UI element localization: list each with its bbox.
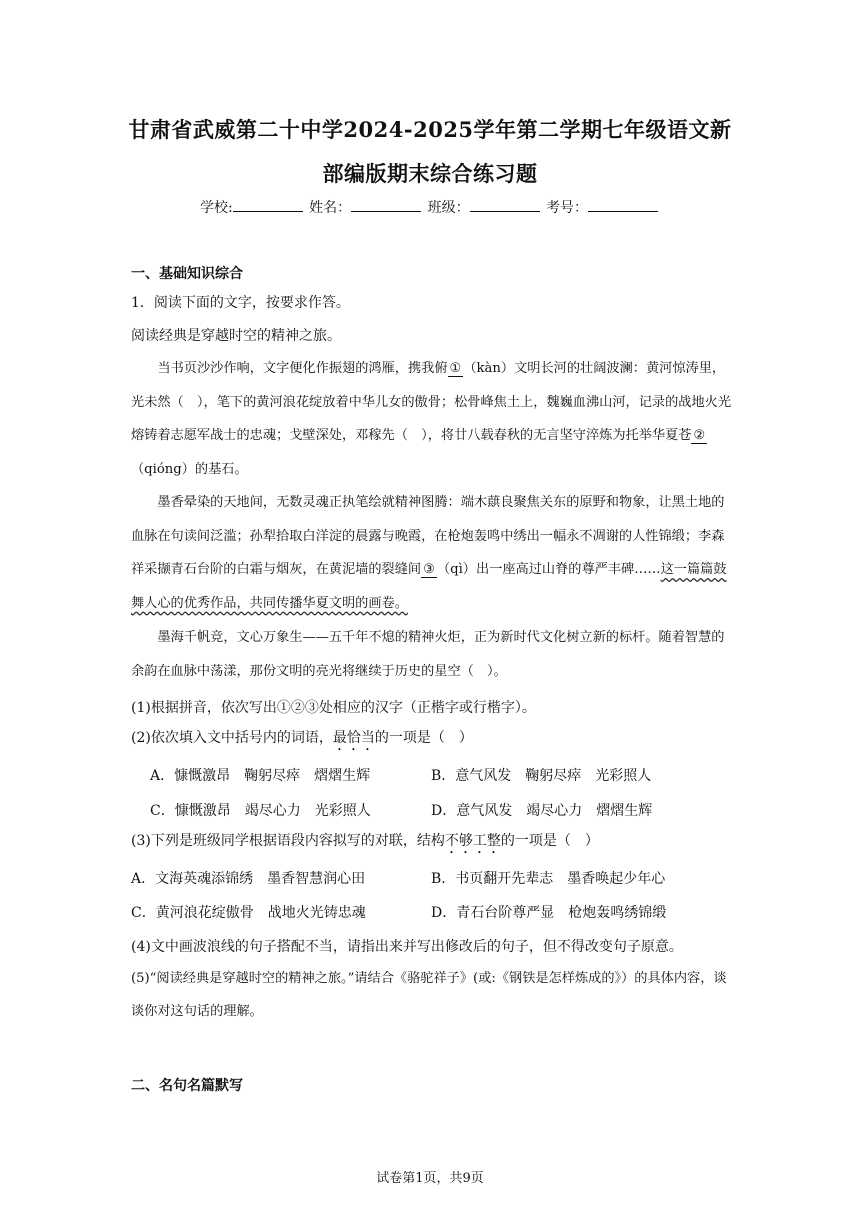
passage-text: 当书页沙沙作响，文字便化作振翅的鸿雁，携我俯 bbox=[157, 361, 448, 376]
question-text: 的一项是（ ） bbox=[500, 833, 599, 849]
exam-no-label: 考号： bbox=[546, 200, 589, 216]
student-info-row bbox=[0, 197, 860, 217]
passage-paragraph-1 bbox=[131, 352, 735, 486]
class-label: 班级： bbox=[427, 200, 470, 216]
question-1-5: (5)“阅读经典是穿越时空的精神之旅。”请结合《骆驼祥子》(或:《钢铁是怎样炼成的》）的具体内容，谈谈你对这句话的理解。 bbox=[131, 971, 727, 1019]
school-blank[interactable] bbox=[233, 199, 303, 212]
passage-paragraph-2 bbox=[131, 486, 735, 620]
blank-1: ① bbox=[449, 361, 462, 376]
name-label: 姓名： bbox=[309, 200, 352, 216]
blank-2: ② bbox=[693, 428, 706, 444]
question-1-lead: 阅读经典是穿越时空的精神之旅。 bbox=[131, 328, 341, 344]
exam-title-line1: 甘肃省武威第二十中学2024-2025学年第二学期七年级语文新 bbox=[128, 117, 732, 142]
passage-text: （qióng）的基石。 bbox=[131, 461, 248, 477]
passage-text: （kàn）文明长河的壮阔波澜：黄河惊涛里，光未然（ ），笔下的黄河浪花绽放着中华儿女的傲骨；松骨峰焦土上，魏巍血沸山河，记录的战地火光熔铸着志愿军战士的忠魂；戈壁深处，邓稼先（ ），将廿八载春秋的无言坚守淬炼为托举华夏苍 bbox=[131, 361, 732, 444]
blank-3: ③ bbox=[423, 562, 435, 578]
exam-no-blank[interactable] bbox=[588, 199, 658, 212]
section-heading-2: 二、名句名篇默写 bbox=[131, 1078, 243, 1094]
question-1-2 bbox=[131, 727, 473, 754]
question-1-1: (1)根据拼音，依次写出①②③处相应的汉字（正楷字或行楷字）。 bbox=[131, 700, 536, 716]
page-footer: 试卷第1页，共9页 bbox=[376, 1171, 484, 1186]
passage-paragraph-3: 墨海千帆竞，文心万象生——五千年不熄的精神火炬，正为新时代文化树立新的标杆。随着智慧的余韵在血脉中荡漾，那份文明的亮光将继续于历史的星空（ ）。 bbox=[131, 630, 725, 679]
name-blank[interactable] bbox=[351, 199, 421, 212]
emphasis-text: 最恰当 bbox=[332, 730, 375, 746]
q2-option-a[interactable]: A．慷慨激昂 鞠躬尽瘁 熠熠生辉 bbox=[150, 768, 371, 784]
q3-option-b[interactable]: B．书页翻开先辈志 墨香唤起少年心 bbox=[431, 871, 666, 887]
q3-option-a[interactable]: A．文海英魂添锦绣 墨香智慧润心田 bbox=[131, 871, 366, 887]
q3-option-c[interactable]: C．黄河浪花绽傲骨 战地火光铸忠魂 bbox=[131, 905, 366, 921]
question-text: (3)下列是班级同学根据语段内容拟写的对联，结构 bbox=[131, 833, 445, 849]
question-text: (2)依次填入文中括号内的词语， bbox=[131, 730, 333, 746]
section-heading-1: 一、基础知识综合 bbox=[131, 266, 243, 282]
passage-text: （qì）出一座高过山脊的尊严丰碑…… bbox=[436, 562, 661, 578]
school-label: 学校: bbox=[199, 200, 233, 216]
question-1-intro: 1．阅读下面的文字，按要求作答。 bbox=[131, 295, 350, 311]
question-text: 的一项是（ ） bbox=[374, 730, 473, 746]
emphasis-text: 不够工整 bbox=[444, 833, 501, 849]
q2-option-c[interactable]: C．慷慨激昂 竭尽心力 光彩照人 bbox=[150, 803, 371, 819]
class-blank[interactable] bbox=[470, 199, 540, 212]
exam-title-line2: 部编版期末综合练习题 bbox=[322, 161, 538, 186]
wavy-underlined-sentence: 这一篇篇鼓舞人心的优秀作品，共同传播华夏文明的画卷。 bbox=[131, 562, 727, 611]
q3-option-d[interactable]: D．青石台阶尊严显 枪炮轰鸣绣锦缎 bbox=[431, 905, 667, 921]
q2-option-b[interactable]: B．意气风发 鞠躬尽瘁 光彩照人 bbox=[431, 768, 652, 784]
question-1-3 bbox=[131, 830, 599, 857]
question-1-4: (4)文中画波浪线的句子搭配不当，请指出来并写出修改后的句子，但不得改变句子原意。 bbox=[131, 939, 683, 955]
q2-option-d[interactable]: D．意气风发 竭尽心力 熠熠生辉 bbox=[431, 803, 653, 819]
passage-text: 墨香晕染的天地间，无数灵魂正执笔绘就精神图腾：端木蕻良聚焦关东的原野和物象，让黑土地的血脉在句读间泛滥；孙犁拾取白洋淀的晨露与晚霞，在枪炮轰鸣中绣出一幅永不凋谢的人性锦缎；李森祥采撷青石台阶的白霜与烟灰，在黄泥墙的裂缝间 bbox=[131, 495, 725, 578]
